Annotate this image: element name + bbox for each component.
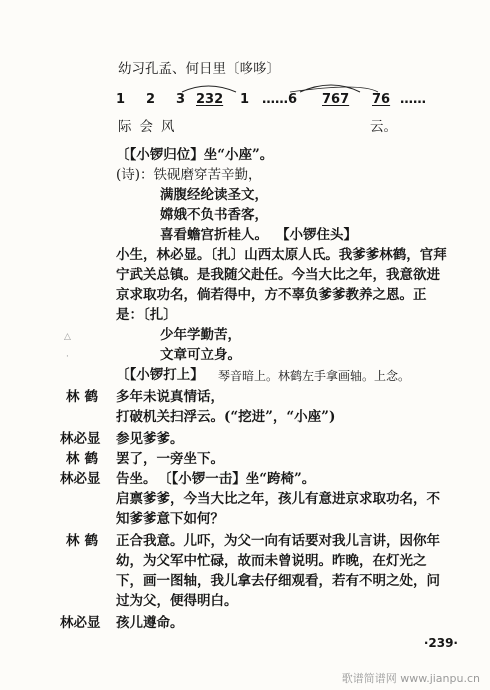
text-line: 知爹爹意下如何？	[116, 511, 224, 527]
watermark: 歌谱简谱网 www.jianpu.cn	[341, 672, 480, 685]
text-line: 是：〔扎〕	[116, 307, 177, 323]
speaker-label: 林必显	[60, 471, 101, 487]
text-line: 打破机关扫浮云。(“挖进”，“小座”)	[116, 409, 336, 425]
verse-line: 少年学勤苦，	[160, 327, 241, 343]
note: ……6	[262, 92, 298, 107]
speaker-label: 林鹤	[66, 389, 103, 405]
text-line: 罢了，一旁坐下。	[116, 451, 224, 467]
text-line: (诗)：铁砚磨穿苦辛勤，	[116, 167, 262, 183]
verse-line: 文章可立身。	[160, 347, 241, 363]
note: 1	[116, 92, 126, 107]
text-line: 下，画一图轴，我儿拿去仔细观看，若有不明之处，问	[116, 573, 440, 589]
note: 1	[240, 92, 250, 107]
text-line: 京求取功名，倘若得中，方不辜负爹爹教养之恩。正	[116, 287, 427, 303]
text-line: 正合我意。儿吓，为父一向有话要对我儿言讲，因你年	[116, 533, 440, 549]
text-line: 告坐。	[116, 471, 157, 487]
text-line: 参见爹爹。	[116, 431, 184, 447]
note-group: 232	[196, 92, 224, 107]
stage-direction: 琴音暗上。林鹤左手拿画轴。上念。	[218, 369, 411, 383]
verse-line: 嫦娥不负书香客，	[160, 207, 268, 223]
verse-line: 满腹经纶读圣文，	[160, 187, 268, 203]
text-line: 幼习孔孟、何日里〔哆哆〕	[118, 61, 280, 77]
note: 3	[176, 92, 186, 107]
lyric-line: 云。	[370, 119, 397, 135]
note-group: 767	[322, 92, 350, 107]
stage-direction: 〔【小锣归位】坐“小座”。	[116, 147, 274, 163]
margin-mark: ·	[66, 352, 69, 362]
speaker-label: 林必显	[60, 615, 101, 631]
stage-direction: 〔【小锣打上】	[116, 367, 204, 383]
speaker-label: 林必显	[60, 431, 101, 447]
stage-direction: 〔【小锣一击】坐“跨椅”。	[158, 471, 316, 487]
note-group: 76	[372, 92, 391, 107]
speaker-label: 林鹤	[66, 451, 103, 467]
text-line: 多年未说真情话，	[116, 389, 224, 405]
note: ……	[400, 92, 426, 107]
margin-mark: △	[64, 332, 71, 342]
text-line: 宁武关总镇。是我随父赴任。今当大比之年，我意欲进	[116, 267, 440, 283]
lyric-line: 际会风	[118, 119, 183, 135]
text-line: 孩儿遵命。	[116, 615, 184, 631]
verse-line: 喜看蟾宫折桂人。	[160, 227, 268, 243]
stage-direction: 【小锣住头】	[276, 227, 357, 243]
text-line: 小生，林必显。〔扎〕山西太原人氏。我爹爹林鹤，官拜	[116, 247, 447, 263]
speaker-label: 林鹤	[66, 533, 103, 549]
text-line: 过为父，便得明白。	[116, 593, 238, 609]
note: 2	[146, 92, 156, 107]
text-line: 幼，为父军中忙碌，故而未曾说明。昨晚，在灯光之	[116, 553, 427, 569]
text-line: 启禀爹爹，今当大比之年，孩儿有意进京求取功名，不	[116, 491, 440, 507]
page-number: ·239·	[423, 636, 458, 650]
